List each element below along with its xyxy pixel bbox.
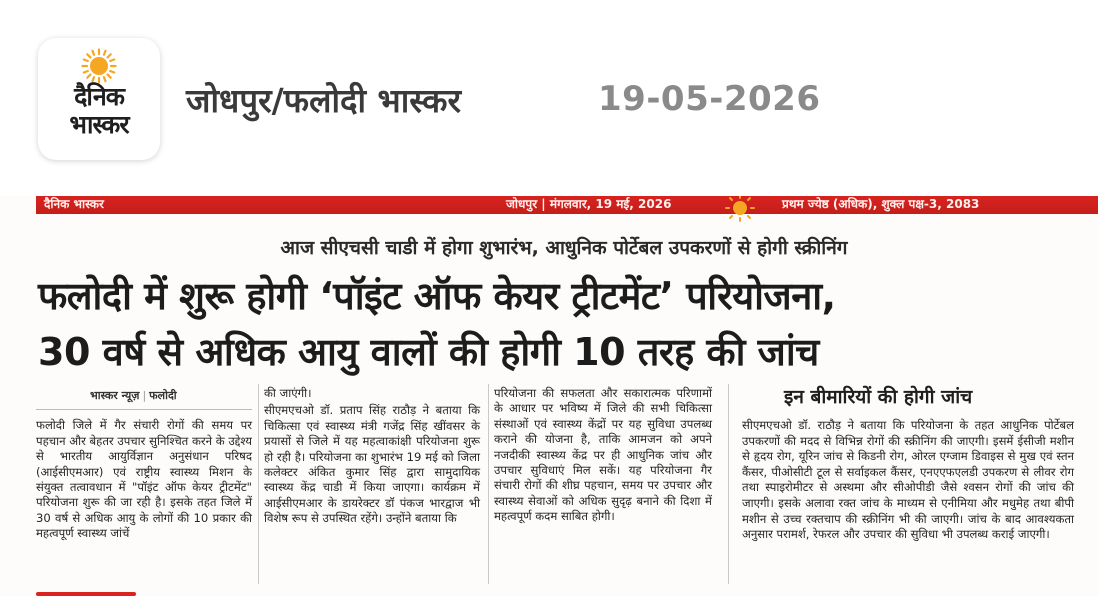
edition-title: जोधपुर/फलोदी भास्कर: [186, 81, 461, 120]
diseases-subhead: इन बीमारियों की होगी जांच: [784, 386, 973, 408]
column-1-text: फलोदी जिले में गैर संचारी रोगों की समय पर पहचान और बेहतर उपचार सुनिश्चित करने के उद्देश्य से भारतीय आयुर्विज्ञान अनुसंधान परिषद (आईसीएमआर) एवं राष्ट्रीय स्वास्थ्य मिशन के संयुक्त तत्वावधान में "पॉइंट ऑफ केयर ट्रीटमेंट" परियोजना शुरू की जा रही है। इसके तहत जिले में 30 वर्ष से अधिक आयु के लोगों की 10 प्रकार की महत्वपूर्ण स्वास्थ्य जांचें: [36, 418, 252, 541]
dainik-bhaskar-logo[interactable]: [38, 38, 160, 160]
column-2-text-a: की जाएंगी।: [264, 386, 312, 400]
article-kicker: आज सीएचसी चाडी में होगा शुभारंभ, आधुनिक पोर्टेबल उपकरणों से होगी स्क्रीनिंग: [280, 237, 848, 259]
article-column-1: [36, 386, 252, 544]
footer-red-accent: [36, 592, 136, 596]
byline-divider: [36, 409, 252, 410]
logo-text-line2: भास्कर: [69, 110, 129, 139]
edition-date: 19-05-2026: [598, 79, 821, 119]
sun-icon: [81, 48, 117, 84]
logo-text-line1: दैनिक: [74, 82, 124, 111]
column-2-text-b: सीएमएचओ डॉ. प्रताप सिंह राठौड़ ने बताया कि चिकित्सा एवं स्वास्थ्य मंत्री गजेंद्र सिंह खींवसर के प्रयासों से जिले में यह महत्वाकांक्षी परियोजना शुरू हो रही है। परियोजना का शुभारंभ 19 मई को जिला कलेक्टर अंकित कुमार सिंह द्वारा सामुदायिक स्वास्थ्य केंद्र चाडी में किया जाएगा। कार्यक्रम में आईसीएमआर के डायरेक्टर डॉ पंकज भारद्वाज भी विशेष रूप से उपस्थित रहेंगे। उन्होंने बताया कि: [264, 403, 480, 526]
masthead-hindi-calendar: प्रथम ज्येष्ठ (अधिक), शुक्ल पक्ष-3, 2083: [782, 197, 980, 211]
byline: भास्कर न्यूज़ | फलोदी: [90, 389, 177, 402]
article-headline-line1: फलोदी में शुरू होगी ‘पॉइंट ऑफ केयर ट्रीटमेंट’ परियोजना,: [38, 274, 836, 318]
byline-source: भास्कर न्यूज़: [90, 389, 140, 402]
column-divider: [728, 384, 729, 584]
article-column-4: [742, 386, 1074, 545]
article-headline-line2: 30 वर्ष से अधिक आयु वालों की होगी 10 तरह की जांच: [38, 330, 819, 374]
masthead-sun-icon: [720, 196, 760, 222]
column-4-text: सीएमएचओ डॉ. राठौड़ ने बताया कि परियोजना के तहत आधुनिक पोर्टेबल उपकरणों की मदद से विभिन्न रोगों की स्क्रीनिंग की जाएगी। इसमें ईसीजी मशीन से हृदय रोग, यूरिन जांच से किडनी रोग, ओरल एग्जाम डिवाइस से मुख एवं स्तन कैंसर, पीओसीटी टूल से सर्वाइकल कैंसर, एनएएफएलडी उपकरण से लीवर रोग तथा स्पाइरोमीटर से अस्थमा और सीओपीडी जैसे श्वसन रोगों की जांच की जाएगी। इसके अलावा रक्त जांच के माध्यम से एनीमिया और मधुमेह तथा बीपी मशीन से उच्च रक्तचाप की स्क्रीनिंग भी की जाएगी। जांच के बाद आवश्यकता अनुसार परामर्श, रेफरल और उपचार की सुविधा भी उपलब्ध कराई जाएगी।: [742, 418, 1074, 542]
column-3-text: परियोजना की सफलता और सकारात्मक परिणामों के आधार पर भविष्य में जिले की सभी चिकित्सा संस्थाओं एवं स्वास्थ्य केंद्रों पर यह सुविधा उपलब्ध कराने की योजना है, ताकि आमजन को अपने नजदीकी स्वास्थ्य केंद्र पर ही आधुनिक जांच और उपचार सुविधाएं मिल सकें। यह परियोजना गैर संचारी रोगों की शीघ्र पहचान, समय पर उपचार और स्वास्थ्य सेवाओं को अधिक सुदृढ़ बनाने की दिशा में महत्वपूर्ण कदम साबित होगी।: [494, 386, 712, 524]
masthead-date: जोधपुर | मंगलवार, 19 मई, 2026: [506, 197, 672, 211]
masthead-strip: [36, 196, 1098, 214]
column-divider: [258, 384, 259, 584]
byline-place: फलोदी: [149, 389, 177, 402]
article-column-2: [264, 386, 480, 529]
article-column-3: [494, 386, 712, 527]
masthead-paper-name: दैनिक भास्कर: [44, 197, 104, 211]
edition-header: [0, 0, 1098, 196]
newspaper-clipping: [0, 196, 1098, 596]
column-divider: [488, 384, 489, 584]
